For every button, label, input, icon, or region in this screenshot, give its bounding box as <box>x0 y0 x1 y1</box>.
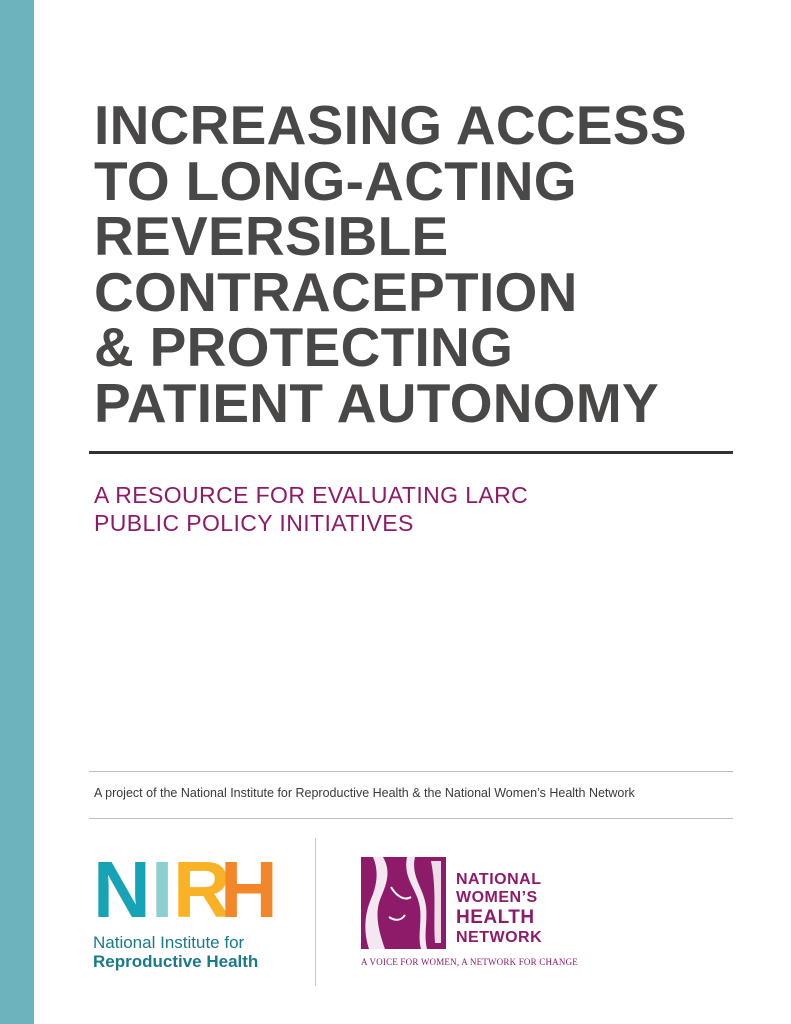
title-line: REVERSIBLE <box>94 205 449 267</box>
title-line: PATIENT AUTONOMY <box>94 371 659 434</box>
nirh-letter-h: H <box>220 845 278 934</box>
nwhn-line: WOMEN’S <box>456 889 538 906</box>
footer-divider-top <box>89 771 733 772</box>
title-divider <box>89 451 733 454</box>
nirh-name <box>93 933 258 971</box>
nirh-logo <box>93 845 283 976</box>
nirh-name-line2: Reproductive Health <box>93 952 259 971</box>
nirh-name-line1: National Institute for <box>93 933 245 952</box>
title-line: CONTRACEPTION <box>94 260 578 323</box>
project-credit: A project of the National Institute for Reproductive Health & the National Women’s Health Network <box>94 786 635 800</box>
nirh-letter-r: R <box>173 845 231 934</box>
accent-sidebar <box>0 0 34 1024</box>
nwhn-wordmark <box>456 871 542 947</box>
subtitle-line: A RESOURCE FOR EVALUATING LARC <box>94 482 529 508</box>
nirh-letter-n: N <box>93 845 151 934</box>
title-line: TO LONG-ACTING <box>94 149 577 212</box>
title-line: INCREASING ACCESS <box>94 94 687 156</box>
logo-divider <box>315 838 316 986</box>
nwhn-line: NATIONAL <box>456 871 542 888</box>
figure-silhouette-icon <box>361 857 446 949</box>
cover-subtitle <box>94 481 734 537</box>
nwhn-tagline: A VOICE FOR WOMEN, A NETWORK FOR CHANGE <box>361 957 578 967</box>
nwhn-line: NETWORK <box>456 929 543 946</box>
nirh-letter-i: I <box>151 845 174 934</box>
title-line: & PROTECTING <box>94 316 514 378</box>
footer-divider-bottom <box>89 818 733 819</box>
cover-title <box>94 94 764 434</box>
nwhn-line: HEALTH <box>456 907 535 928</box>
subtitle-line: PUBLIC POLICY INITIATIVES <box>94 510 414 536</box>
